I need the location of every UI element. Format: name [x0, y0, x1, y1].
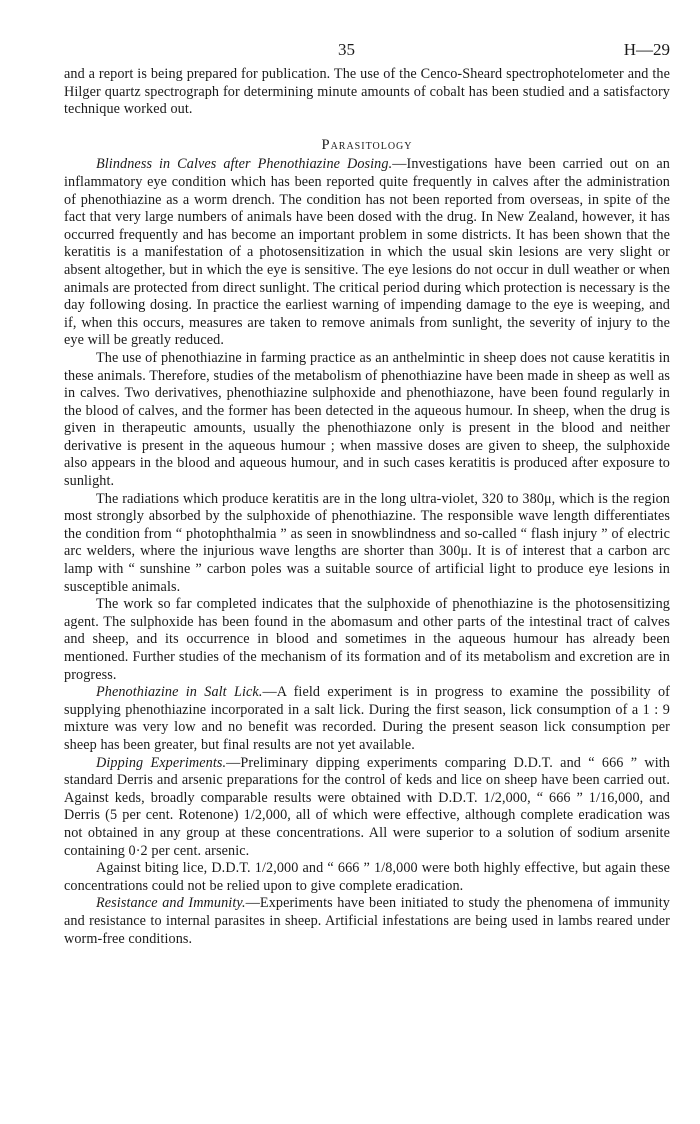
paragraph-subhead: Phenothiazine in Salt Lick.	[96, 684, 263, 701]
paragraph-subhead: Resistance and Immunity.	[96, 895, 246, 912]
paragraph-text: The use of phenothiazine in farming practice as an anthelmintic in sheep does not cause keratitis in these animals. Therefore, studies of the metabolism of phenothiazine have been made in sheep as well as in calves. Two derivatives, phenothiazine sulphoxide and phenothiazone, have been found regularly in the blood of calves, and the former has been detected in the aqueous humour. In sheep, when the drug is given in therapeutic amounts, usually the phenothiazone only is present in the blood and neither derivative is present in the aqueous humour ; when massive doses are given to sheep, the sulphoxide also appears in the blood and aqueous humour, and in such cases keratitis is produced after exposure to sunlight.	[64, 349, 670, 490]
paragraph-text: The work so far completed indicates that the sulphoxide of phenothiazine is the photosensitizing agent. The sulphoxide has been found in the abomasum and other parts of the intestinal tract of calves and sheep, and its occurrence in blood and sometimes in the aqueous humour has already been mentioned. Further studies of the mechanism of its formation and of its metabolism and excretion are in progress.	[64, 596, 670, 683]
paragraph-photosensitizing	[64, 596, 670, 684]
paragraph-resistance	[64, 895, 670, 948]
paragraph-subhead: Dipping Experiments.	[96, 754, 227, 771]
paragraph-radiations	[64, 491, 670, 597]
intro-paragraph: and a report is being prepared for publication. The use of the Cenco-Sheard spectrophotelometer and the Hilger quartz spectrograph for determining minute amounts of cobalt has been studied and a satisfactory technique worked out.	[64, 66, 670, 118]
paragraph-dipping	[64, 755, 670, 861]
document-page	[64, 40, 670, 948]
paragraph-text: The radiations which produce keratitis are in the long ultra-violet, 320 to 380μ, which is the region most strongly absorbed by the sulphoxide of phenothiazine. The responsible wave length differentiates the condition from “ photophthalmia ” as seen in snowblindness and so-called “ flash injury ” of electric arc welders, where the injurious wave lengths are shorter than 300μ. It is of interest that a carbon arc lamp with “ sunshine ” carbon poles was a suitable source of artificial light to produce eye lesions in susceptible animals.	[64, 490, 670, 595]
page-header	[64, 40, 670, 66]
paragraph-blindness	[64, 156, 670, 350]
paragraph-text: Against biting lice, D.D.T. 1/2,000 and “ 666 ” 1/8,000 were both highly effective, but again these concentrations could not be relied upon to give complete eradication.	[64, 860, 670, 894]
page-number: 35	[338, 40, 355, 59]
document-reference: H—29	[623, 40, 670, 59]
paragraph-salt-lick	[64, 684, 670, 754]
paragraph-biting-lice	[64, 860, 670, 895]
paragraph-text: —Preliminary dipping experiments comparing D.D.T. and “ 666 ” with standard Derris and arsenic preparations for the control of keds and lice on sheep have been carried out. Against keds, broadly comparable results were obtained with D.D.T. 1/2,000, “ 666 ” 1/16,000, and Derris (5 per cent. Rotenone) 1/2,000, all of which were effective, although complete eradication was not obtained in any group at these concentrations. All were superior to a solution of sodium arsenite containing 0·2 per cent. arsenic.	[64, 754, 670, 859]
paragraph-text: —Experiments have been initiated to study the phenomena of immunity and resistance to internal parasites in sheep. Artificial infestations are being used in lambs reared under worm-free conditions.	[64, 895, 670, 947]
document-body	[64, 66, 670, 948]
paragraph-text: —A field experiment is in progress to examine the possibility of supplying phenothiazine incorporated in a salt lick. During the first season, lick consumption of a 1 : 9 mixture was very low and no benefit was recorded. During the present season lick consumption per sheep has been greater, but final results are not yet available.	[64, 684, 670, 753]
section-heading: Parasitology	[321, 136, 413, 153]
paragraph-text: —Investigations have been carried out on an inflammatory eye condition which has been reported quite frequently in calves after the administration of phenothiazine as a worm drench. The condition has not been reported from overseas, in spite of the fact that very large numbers of animals have been dosed with the drug. In New Zealand, however, it has occurred frequently and has become an important problem in some districts. It has been shown that the keratitis is a manifestation of a photosensitization in which the usual skin lesions are very slight or absent altogether, but in which the eye is sensitive. The eye lesions do not occur in dull weather or when animals are protected from direct sunlight. The critical period during which protection is necessary is the day following dosing. In practice the earliest warning of impending damage to the eye is weeping, and if, when this occurs, measures are taken to remove animals from sunlight, the severity of injury to the eye will be greatly reduced.	[64, 156, 670, 349]
paragraph-subhead: Blindness in Calves after Phenothiazine Dosing.	[96, 156, 393, 173]
paragraph-metabolism	[64, 350, 670, 491]
